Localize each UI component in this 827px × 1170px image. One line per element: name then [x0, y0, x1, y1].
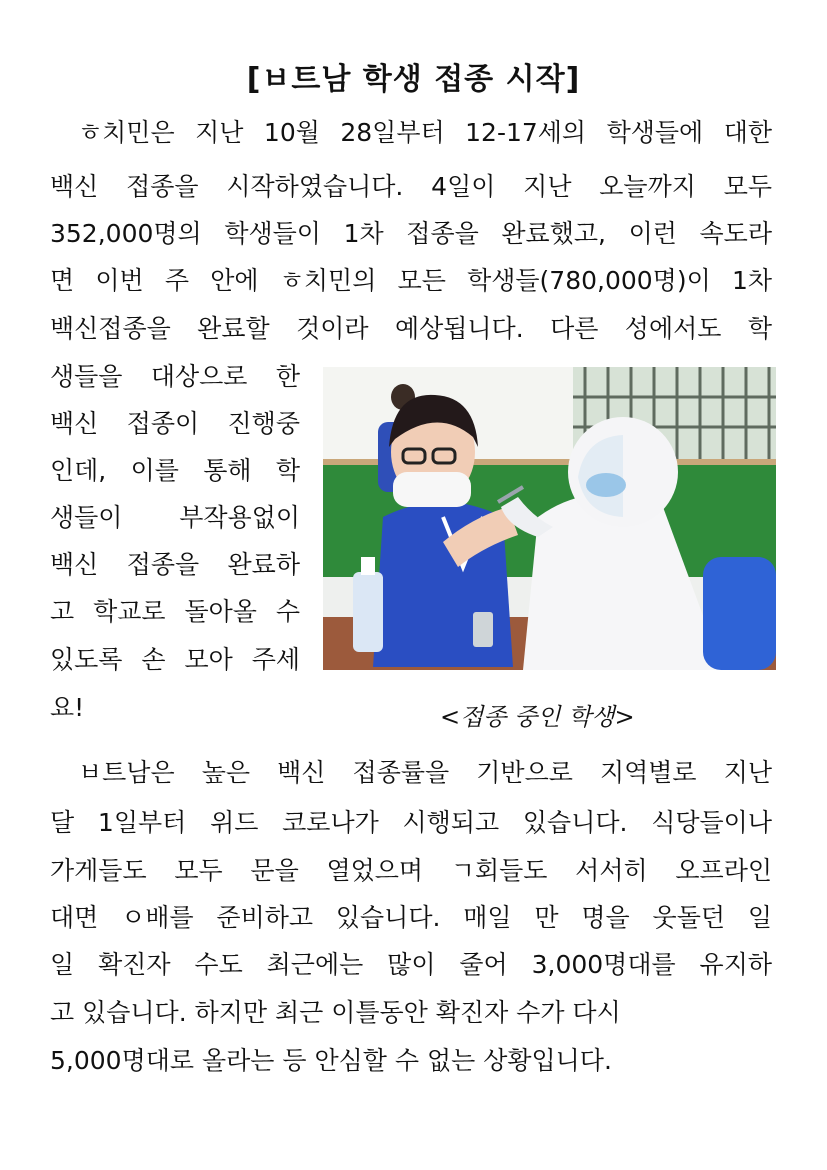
side-line-6: 고 학교로 돌아올 수	[50, 597, 300, 626]
para1-line-3: 352,000명의 학생들이 1차 접종을 완료했고, 이런 속도라	[50, 219, 772, 248]
side-line-4: 생들이 부작용없이	[50, 503, 300, 532]
para2-line-4: 대면 ㅇ배를 준비하고 있습니다. 매일 만 명을 웃돌던 일	[50, 903, 772, 932]
para2-line-3: 가게들도 모두 문을 열었으며 ㄱ회들도 서서히 오프라인	[50, 856, 772, 885]
para2-line-7: 5,000명대로 올라는 등 안심할 수 없는 상황입니다.	[50, 1046, 612, 1075]
side-line-2: 백신 접종이 진행중	[50, 409, 300, 438]
vaccination-photo	[323, 367, 776, 670]
side-line-1: 생들을 대상으로 한	[50, 362, 300, 391]
para2-line-2: 달 1일부터 위드 코로나가 시행되고 있습니다. 식당들이나	[50, 808, 772, 837]
photo-caption: <접종 중인 학생>	[440, 703, 635, 731]
para1-line-1: ㅎ치민은 지난 10월 28일부터 12-17세의 학생들에 대한	[78, 118, 772, 147]
para2-line-6: 고 있습니다. 하지만 최근 이틀동안 확진자 수가 다시	[50, 998, 621, 1027]
article-title: [ㅂ트남 학생 접종 시작]	[246, 62, 581, 97]
side-line-5: 백신 접종을 완료하	[50, 550, 300, 579]
para2-line-5: 일 확진자 수도 최근에는 많이 줄어 3,000명대를 유지하	[50, 950, 772, 979]
para2-line-1: ㅂ트남은 높은 백신 접종률을 기반으로 지역별로 지난	[78, 758, 772, 787]
para1-line-4: 면 이번 주 안에 ㅎ치민의 모든 학생들(780,000명)이 1차	[50, 266, 772, 295]
para1-line-2: 백신 접종을 시작하였습니다. 4일이 지난 오늘까지 모두	[50, 172, 772, 201]
side-line-7: 있도록 손 모아 주세	[50, 645, 300, 674]
para1-line-5: 백신접종을 완료할 것이라 예상됩니다. 다른 성에서도 학	[50, 314, 772, 343]
side-line-3: 인데, 이를 통해 학	[50, 456, 300, 485]
side-line-8: 요!	[50, 693, 85, 722]
